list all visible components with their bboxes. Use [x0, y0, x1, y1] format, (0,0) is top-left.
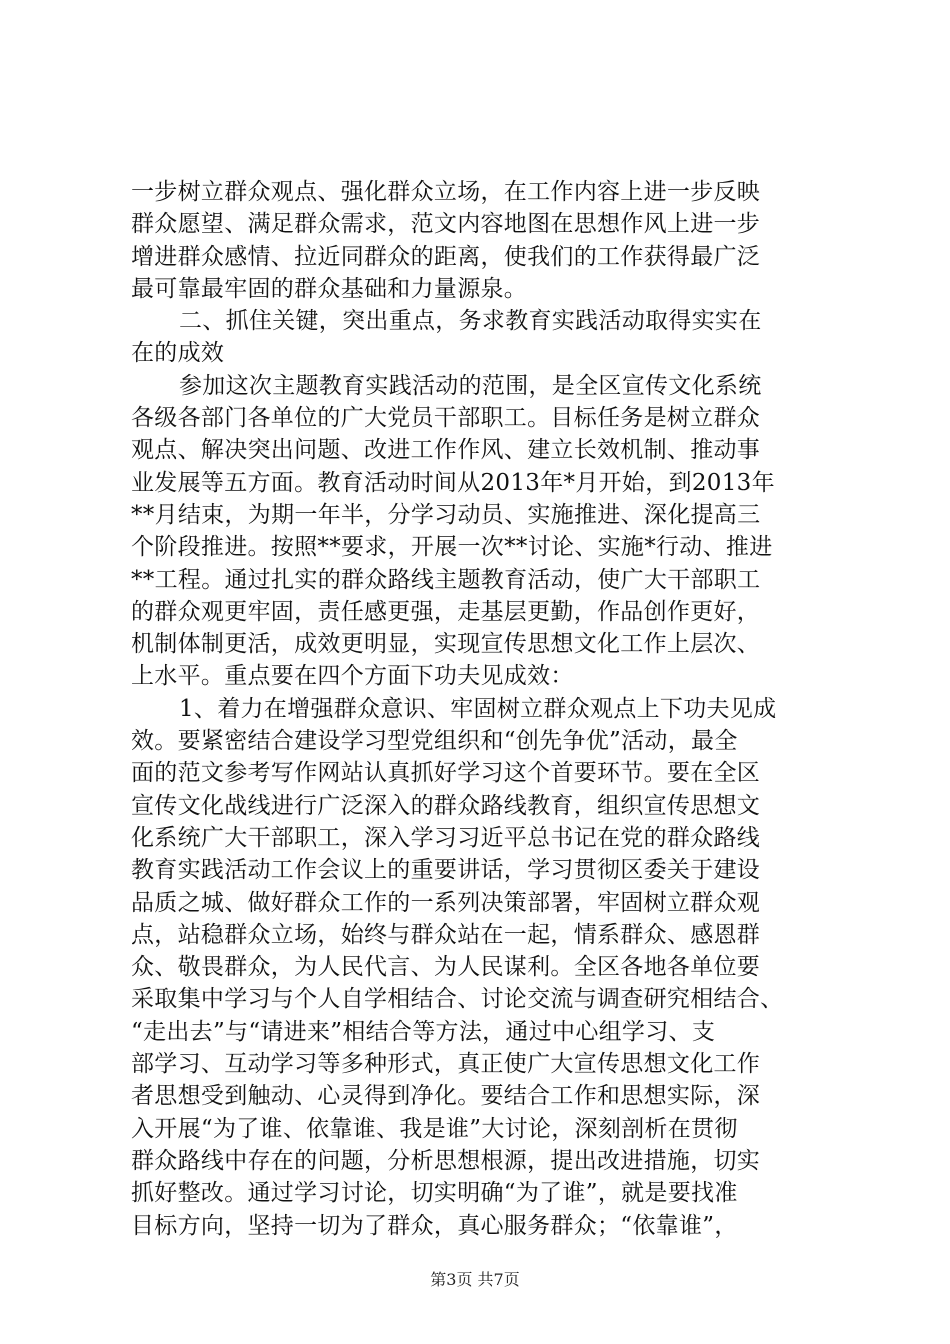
page-number: 第3页 共7页 [430, 1270, 520, 1289]
text-line: 观点、解决突出问题、改进工作作风、建立长效机制、推动事 [131, 437, 761, 464]
text-line: 抓好整改。通过学习讨论，切实明确“为了谁”，就是要找准 [131, 1180, 738, 1207]
text-line: 业发展等五方面。教育活动时间从2013年*月开始，到2013年 [131, 469, 775, 496]
text-line: 最可靠最牢固的群众基础和力量源泉。 [131, 275, 528, 302]
text-line: “走出去”与“请进来”相结合等方法，通过中心组学习、支 [131, 1018, 716, 1045]
text-line: 机制体制更活，成效更明显，实现宣传思想文化工作上层次、 [131, 631, 761, 658]
text-line: 品质之城、做好群众工作的一系列决策部署，牢固树立群众观 [131, 889, 761, 916]
text-line: 一步树立群众观点、强化群众立场，在工作内容上进一步反映 [131, 179, 761, 205]
text-line: 部学习、互动学习等多种形式，真正使广大宣传思想文化工作 [131, 1051, 761, 1078]
text-line: 个阶段推进。按照**要求，开展一次**讨论、实施*行动、推进 [131, 534, 773, 561]
section-heading-cont: 在的成效 [131, 340, 225, 367]
paragraph-start: 1、着力在增强群众意识、牢固树立群众观点上下功夫见成 [179, 695, 777, 722]
text-line: **工程。通过扎实的群众路线主题教育活动，使广大干部职工 [131, 566, 761, 593]
section-heading: 二、抓住关键，突出重点，务求教育实践活动取得实实在 [179, 308, 762, 335]
text-line: 效。要紧密结合建设学习型党组织和“创先争优”活动，最全 [131, 728, 738, 755]
text-line: 众、敬畏群众，为人民代言、为人民谋利。全区各地各单位要 [131, 954, 761, 981]
text-line: 入开展“为了谁、依靠谁、我是谁”大讨论，深刻剖析在贯彻 [131, 1115, 738, 1142]
text-line: 上水平。重点要在四个方面下功夫见成效： [131, 663, 574, 690]
text-line: 群众路线中存在的问题，分析思想根源，提出改进措施，切实 [131, 1147, 761, 1174]
text-line: 面的范文参考写作网站认真抓好学习这个首要环节。要在全区 [131, 760, 761, 787]
text-line: 目标方向，坚持一切为了群众，真心服务群众；“依靠谁”， [131, 1212, 738, 1239]
paragraph-start: 参加这次主题教育实践活动的范围，是全区宣传文化系统 [179, 372, 762, 399]
page-footer [0, 1270, 950, 1290]
text-line: 教育实践活动工作会议上的重要讲话，学习贯彻区委关于建设 [131, 857, 761, 884]
document-body [131, 176, 831, 1242]
text-line: 增进群众感情、拉近同群众的距离，使我们的工作获得最广泛 [131, 243, 761, 270]
text-line: 宣传文化战线进行广泛深入的群众路线教育，组织宣传思想文 [131, 792, 761, 819]
text-line: 各级各部门各单位的广大党员干部职工。目标任务是树立群众 [131, 405, 761, 432]
text-line: 的群众观更牢固，责任感更强，走基层更勤，作品创作更好， [131, 598, 761, 625]
text-line: **月结束，为期一年半，分学习动员、实施推进、深化提高三 [131, 501, 761, 528]
text-line: 化系统广大干部职工，深入学习习近平总书记在党的群众路线 [131, 824, 761, 851]
text-line: 点，站稳群众立场，始终与群众站在一起，情系群众、感恩群 [131, 921, 761, 948]
text-line: 者思想受到触动、心灵得到净化。要结合工作和思想实际，深 [131, 1083, 761, 1110]
text-line: 采取集中学习与个人自学相结合、讨论交流与调查研究相结合、 [131, 986, 784, 1013]
text-line: 群众愿望、满足群众需求，范文内容地图在思想作风上进一步 [131, 211, 761, 238]
